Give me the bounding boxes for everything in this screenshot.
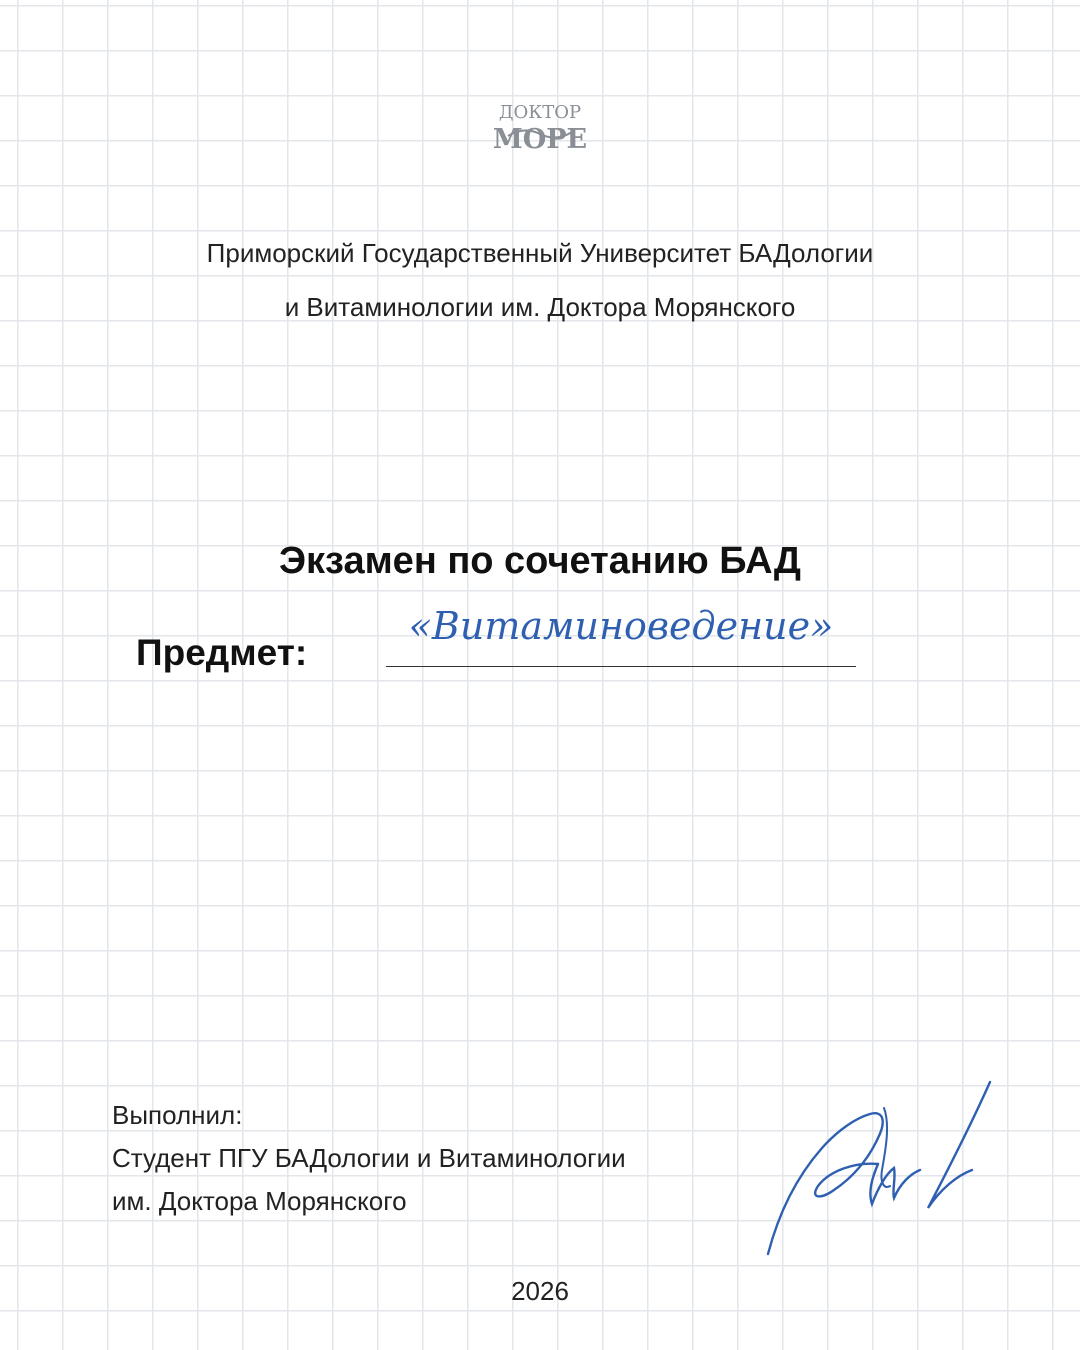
subject-underline (386, 666, 856, 667)
performer-block (112, 1094, 626, 1223)
university-line-2: и Витаминологии им. Доктора Морянского (284, 292, 796, 322)
logo-line-1: ДОКТОР (498, 102, 582, 123)
performer-line-2: им. Доктора Морянского (112, 1186, 407, 1216)
year: 2026 (511, 1276, 569, 1306)
performer-line-1: Студент ПГУ БАДологии и Витаминологии (112, 1143, 626, 1173)
logo (480, 96, 600, 162)
university-line-1: Приморский Государственный Университет БАДологии (206, 238, 874, 268)
exam-title: Экзамен по сочетанию БАД (279, 540, 801, 582)
performer-label: Выполнил: (112, 1100, 243, 1130)
signature (760, 1078, 1000, 1258)
logo-line-2: МОРЕ (492, 124, 588, 155)
university-name (0, 226, 1080, 334)
subject-value: «Витаминоведение» (408, 604, 834, 648)
subject-label: Предмет: (136, 632, 308, 673)
